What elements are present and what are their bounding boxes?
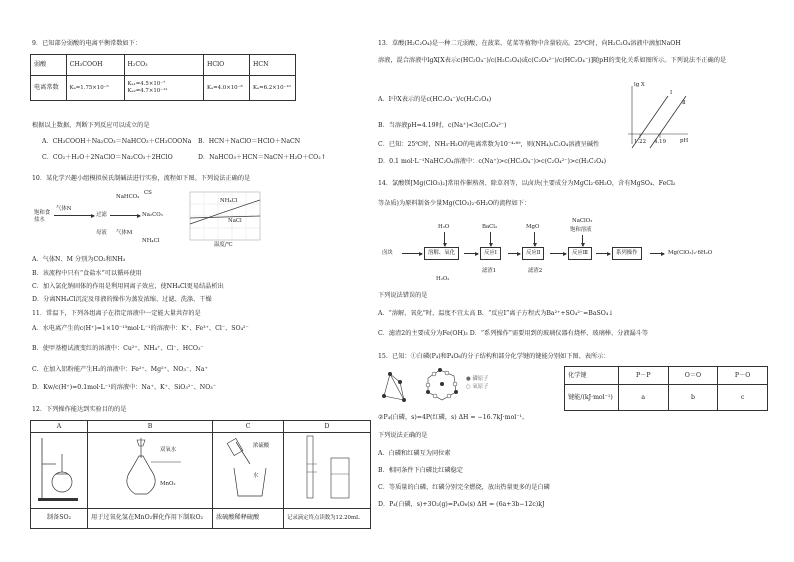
q11-option-c: C．在加入铝粉能产生H₂的溶液中：Fe²⁺、Mg²⁺、NO₃⁻、Na⁺ — [32, 366, 208, 373]
q9-cell-3: Kₐ=4.0×10⁻⁸ — [204, 76, 250, 101]
q10-option-b: B．该流程中只有“食盐水”可以循环使用 — [32, 270, 142, 277]
q12-apparatus-d — [287, 434, 367, 504]
q13-option-a: A．Ⅰ中X表示的是c(HC₂O₄⁻)/c(H₂C₂O₄) — [378, 96, 492, 103]
q12-caption-d: 记录滴定终点读数为12.20mL — [284, 508, 371, 528]
q12-th-d: D — [284, 421, 371, 433]
q14-reagent-arrow2 — [534, 232, 535, 246]
q15-th-3: P－O — [718, 367, 768, 385]
q12-caption-c: 浓硫酸稀释硫酸 — [213, 508, 284, 528]
q12-label-c1: 浓硫酸 — [253, 443, 270, 449]
q13-graph-tick1: 1.22 — [634, 139, 647, 145]
q15-cell-a: a — [618, 385, 668, 411]
q12-apparatus-c — [216, 434, 280, 504]
q14-flow-step5: 系列操作 — [612, 247, 642, 260]
q14-flow-arrow0 — [402, 253, 422, 254]
q12-label-b2: MnO₂ — [160, 481, 176, 487]
q15-th-1: P－P — [618, 367, 668, 385]
q12-table — [30, 420, 371, 529]
q14-reagent-sat: 饱和溶液 — [570, 227, 592, 233]
q15-legend-o: ○ 氧原子 — [466, 384, 489, 390]
q10-flow-arrow2 — [110, 215, 140, 216]
q14-flow-step3: 反应Ⅱ — [522, 247, 544, 260]
q10-flow-arrow1 — [54, 215, 94, 216]
q13-stem: 13．草酸(H₂C₂O₄)是一种二元弱酸，在菠菜、苋菜等植物中含量较高。25℃时，向H₂C₂O₄溶液中滴加NaOH — [378, 40, 681, 47]
q15-th-2: O＝O — [668, 367, 718, 385]
q9-option-c: C．CO₂＋H₂O＋2NaClO＝Na₂CO₃＋2HClO — [42, 154, 173, 161]
q15-table — [564, 366, 768, 411]
q14-flow-step2: 反应Ⅰ — [480, 247, 501, 260]
q9-option-d: D．NaHCO₃＋HCN＝NaCN＋H₂O＋CO₂↑ — [198, 154, 326, 161]
q9-th-2: H₂CO₃ — [124, 55, 204, 76]
q9-th-4: HCN — [249, 55, 295, 76]
q12-img-a — [31, 433, 88, 509]
q10-graph-series-nh4cl: NH₄Cl — [220, 198, 238, 204]
q10-flow-cs: CS — [144, 190, 152, 196]
q12-caption-b: 用于过氧化氢在MnO₂催化作用下制取O₂ — [88, 508, 213, 528]
q14-below-h2o2: H₂O₂ — [436, 276, 450, 282]
q12-img-c — [213, 433, 284, 509]
q15-th-0: 化学键 — [565, 367, 619, 385]
q10-flow-diagram — [34, 190, 184, 248]
q14-flow-arrow3 — [550, 253, 566, 254]
q15-option-d: D．P₄(白磷，s)+3O₂(g)=P₄O₆(s) ΔH = (6a+3b−12c)kJ — [378, 501, 545, 508]
q11-option-d: D．Kw/c(H⁺)=0.1mol·L⁻¹的溶液中：Na⁺、K⁺、SiO₃²⁻、NO₃⁻ — [32, 384, 217, 391]
q9-th-0: 弱酸 — [31, 55, 67, 76]
q13-graph-xlabel: pH — [680, 138, 689, 144]
q10-graph-series-nacl: NaCl — [228, 218, 242, 224]
q15-structures — [380, 366, 510, 408]
q10-graph-xlabel: 温度/℃ — [214, 242, 233, 248]
q9-option-a: A．CH₃COOH＋Na₂CO₃＝NaHCO₃＋CH₃COONa — [42, 138, 192, 145]
q14-flow-diagram — [378, 218, 770, 286]
q11-option-a: A．水电离产生的c(H⁺)=1×10⁻¹³mol·L⁻¹的溶液中：K⁺、Fe³⁺、Cl⁻、SO₄²⁻ — [32, 325, 249, 332]
q14-flow-arrow2 — [508, 253, 520, 254]
q9-stem: 9．已知部分弱酸的电离平衡常数如下： — [32, 40, 142, 47]
q15-cell-b: b — [668, 385, 718, 411]
q12-th-c: C — [213, 421, 284, 433]
q12-apparatus-b — [91, 434, 209, 504]
q14-flow-step4: 反应Ⅲ — [568, 247, 592, 260]
q13-graph-tick2: 4.19 — [654, 139, 667, 145]
q14-below-residue1: 滤渣1 — [482, 268, 497, 274]
q10-option-d: D．分离NH₄Cl沉淀及母液的操作为蒸发浓缩、过滤、洗涤、干燥 — [32, 296, 212, 303]
q12-img-d — [284, 433, 371, 509]
q10-flow-product2: 母液 — [96, 230, 107, 236]
q9-th-3: HClO — [204, 55, 250, 76]
q9-cell-1: Kₐ=1.75×10⁻⁵ — [66, 76, 124, 101]
q14-flow-arrow1 — [464, 253, 478, 254]
q13-option-b: B．当溶液pH=4.19时，c(Na⁺)<3c(C₂O₄²⁻) — [378, 122, 507, 129]
q15-prompt: 下列说法正确的是 — [378, 432, 428, 439]
q9-prompt: 根据以上数据，判断下列反应可以成立的是 — [32, 122, 150, 129]
q13-graph-line2: Ⅱ — [682, 100, 686, 106]
q14-flow-start: 卤块 — [382, 250, 393, 256]
q12-th-b: B — [88, 421, 213, 433]
q14-flow-step1: 溶解、氧化 — [424, 247, 459, 260]
q13-stem2: 溶液，混合溶液中lgX[X表示c(HC₂O₄⁻)/c(H₂C₂O₄)或c(C₂O₄²⁻)/c(HC₂O₄⁻)]随pH的变化关系如图所示。下列说法不正确的是 — [378, 57, 727, 64]
q14-reagent-arrow3 — [582, 235, 583, 246]
q10-solubility-graph — [184, 190, 266, 252]
q10-option-a: A．气体N、M 分别为CO₂和NH₃ — [32, 256, 126, 263]
q10-option-c: C．加入氯化钠固体的作用是利用同离子效应，使NH₄Cl更易结晶析出 — [32, 283, 224, 290]
q15-option-a: A．白磷和红磷互为同位素 — [378, 450, 451, 457]
q15-option-b: B．相同条件下白磷比红磷稳定 — [378, 467, 463, 474]
q13-option-c: C．已知：25℃时，NH₃·H₂O的电离常数为10⁻⁴·⁶⁹，则(NH₄)₂C₂O₄溶液呈碱性 — [378, 141, 600, 148]
q12-label-b1: 双氧水 — [160, 447, 177, 453]
q15-option-c: C．等质量的白磷、红磷分别完全燃烧，放出热量更多的是白磷 — [378, 484, 550, 491]
q9-cell-4: Kₐ=6.2×10⁻¹⁰ — [249, 76, 295, 101]
q14-prompt: 下列说法错误的是 — [378, 292, 428, 299]
q15-structure-svg — [380, 366, 510, 408]
q15-row-label: 键能/(kJ·mol⁻¹) — [565, 385, 619, 411]
q14-reagent-h2o: H₂O — [438, 224, 450, 230]
q12-caption-a: 制备SO₂ — [31, 508, 88, 528]
q10-flow-nh4cl: NH₄Cl — [142, 238, 160, 244]
q9-row-label: 电离常数 — [31, 76, 67, 101]
q14-flow-arrow5 — [650, 253, 664, 254]
q13-graph-line1: Ⅰ — [670, 90, 673, 96]
q10-flow-gasM: 气体M — [116, 230, 133, 236]
q10-flow-start: 饱和食盐水 — [34, 210, 51, 223]
q13-option-d: D．0.1 mol·L⁻¹NaHC₂O₄溶液中：c(Na⁺)>c(HC₂O₄⁻)>c(C₂O₄²⁻)>c(H₂C₂O₄) — [378, 158, 607, 165]
q10-stem: 10．某化学兴趣小组模拟侯氏制碱法进行实验，流程如下图。下列说法正确的是 — [32, 175, 251, 182]
q14-stem: 14．氯酸镁[Mg(ClO₃)₂]常用作催熟剂、除草剂等，以卤块(主要成分为MgCl₂·6H₂O，含有MgSO₄、FeCl₂ — [378, 180, 676, 187]
q15-cell-c: c — [718, 385, 768, 411]
q11-stem: 11．常温下，下列各组离子在指定溶液中一定能大量共存的是 — [32, 310, 201, 317]
q14-reagent-mgo: MgO — [526, 224, 540, 230]
q10-flow-product1: NaHCO₃ — [116, 194, 140, 200]
q14-below-residue2: 滤渣2 — [528, 268, 543, 274]
q12-img-b — [88, 433, 213, 509]
q13-graph-ylabel: lg X — [634, 82, 645, 88]
q9-th-1: CH₃COOH — [66, 55, 124, 76]
q14-reagent-arrow0 — [444, 232, 445, 246]
q14-flow-arrow4 — [596, 253, 610, 254]
q10-flow-filter: 过滤 — [96, 212, 107, 218]
q14-flow-end: Mg(ClO₃)₂·6H₂O — [668, 250, 713, 256]
q12-label-c2: 水 — [253, 473, 259, 479]
q14-option-ab: A．“溶解、氧化”时，温度不宜太高 B．“反应Ⅰ”离子方程式为Ba²⁺+SO₄²⁻=BaSO₄↓ — [378, 310, 614, 317]
q12-apparatus-a — [34, 434, 84, 504]
q14-reagent-arrow1 — [490, 232, 491, 246]
q9-table — [30, 54, 296, 101]
q14-reagent-bacl2: BaCl₂ — [482, 224, 498, 230]
q14-reagent-naclo3: NaClO₃ — [572, 218, 593, 224]
q11-option-b: B．使甲基橙试液变红的溶液中：Cu²⁺、NH₄⁺、Cl⁻、HCO₃⁻ — [32, 345, 204, 352]
q10-flow-gasN: 气体N — [56, 206, 72, 212]
q14-stem2: 等杂质)为原料制备少量Mg(ClO₃)₂·6H₂O的流程如下： — [378, 200, 531, 207]
q14-option-cd: C．滤渣2的主要成分为Fe(OH)₃ D．“系列操作”需要用到的玻璃仪器有烧杯、玻璃棒、分液漏斗等 — [378, 330, 649, 337]
q15-legend-p: ● 磷原子 — [466, 376, 489, 382]
q15-eq: ②P₄(白磷，s)=4P(红磷，s) ΔH = −16.7kJ·mol⁻¹。 — [378, 414, 529, 421]
q12-stem: 12．下列操作能达到实验目的的是 — [32, 406, 127, 413]
q12-th-a: A — [31, 421, 88, 433]
q10-flow-na2co3: Na₂CO₃ — [142, 212, 163, 218]
q9-option-b: B．HCN＋NaClO＝HClO＋NaCN — [198, 138, 301, 145]
q13-graph — [622, 82, 692, 154]
q9-cell-2: Kₐ₁=4.5×10⁻⁷ Kₐ₂=4.7×10⁻¹¹ — [124, 76, 204, 101]
q15-stem: 15．已知：①白磷(P₄)和P₄O₆的分子结构和部分化学键的键能分别如下图、表所示： — [378, 353, 610, 360]
